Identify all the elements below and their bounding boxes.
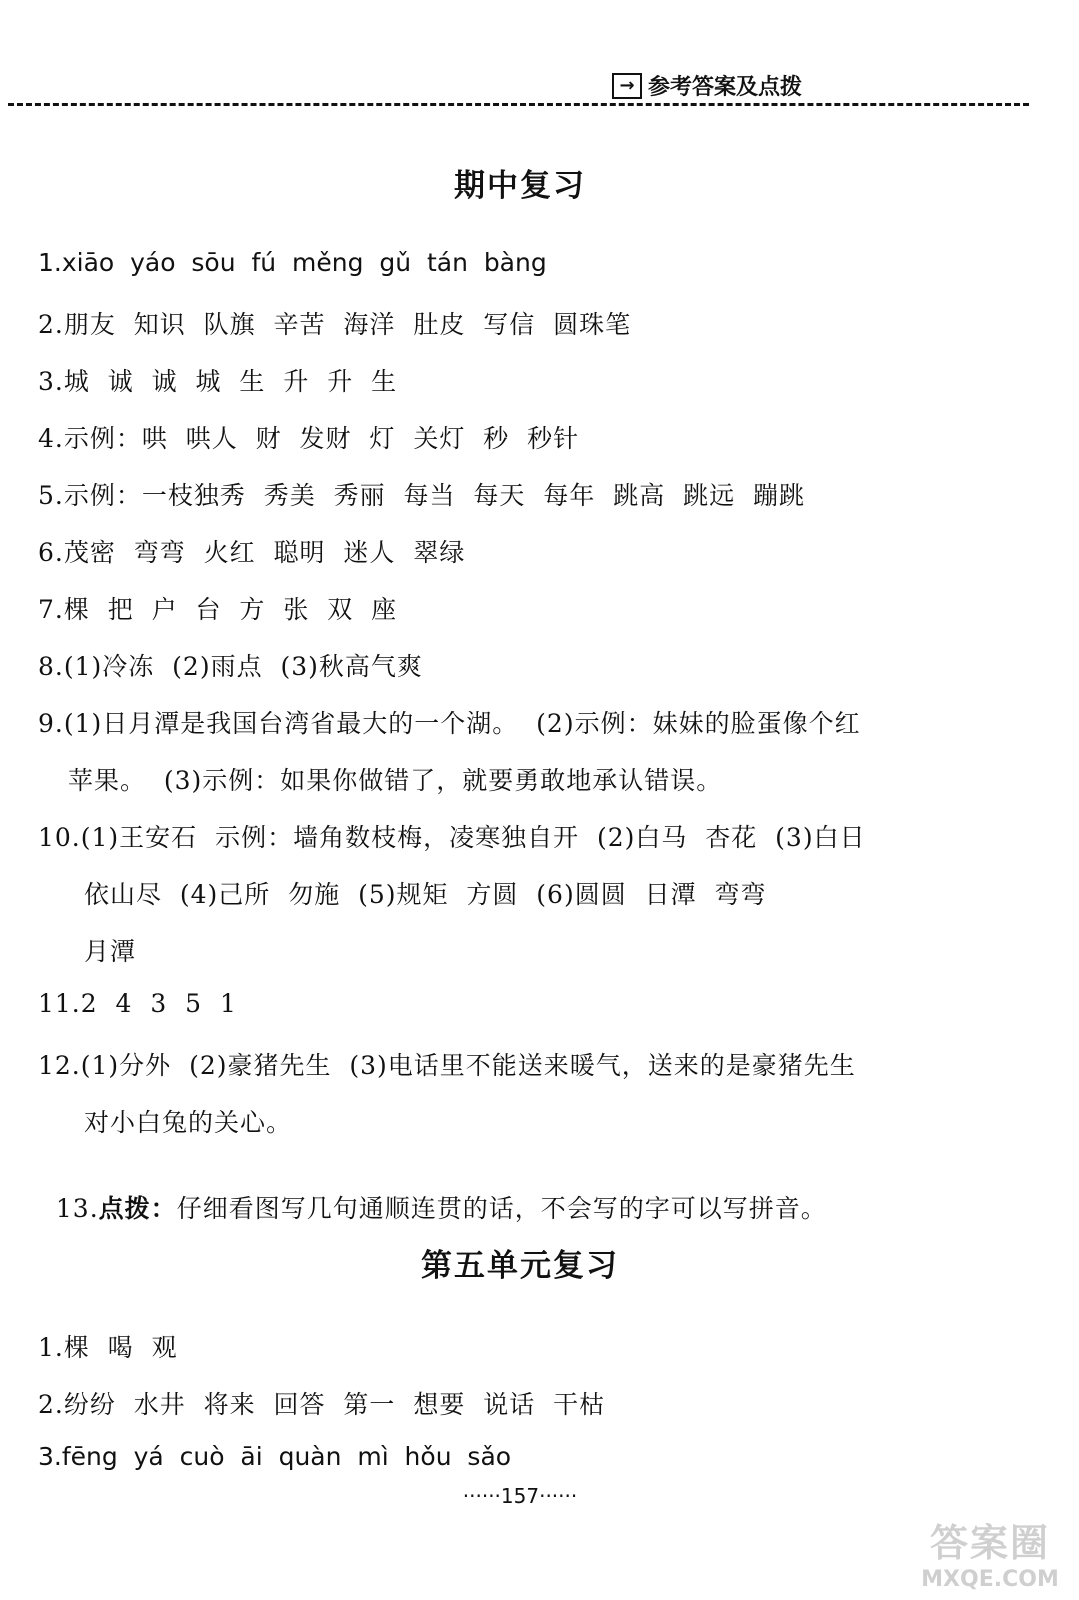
- answer-line: 1.xiāo yáo sōu fú měng gǔ tán bàng: [38, 248, 547, 277]
- answer-line: 8.(1)冷冻 (2)雨点 (3)秋高气爽: [38, 652, 423, 681]
- answer-line: 3.fēng yá cuò āi quàn mì hǒu sǎo: [38, 1442, 512, 1471]
- watermark-bottom: MXQE.COM: [921, 1567, 1059, 1592]
- answer-line: 12.(1)分外 (2)豪猪先生 (3)电话里不能送来暖气，送来的是豪猪先生: [38, 1051, 856, 1080]
- watermark-logo: [915, 1512, 1065, 1592]
- answer-line: 2.朋友 知识 队旗 辛苦 海洋 肚皮 写信 圆珠笔: [38, 310, 632, 339]
- header-tag-label: 参考答案及点拨: [648, 75, 803, 100]
- hint-label: 点拨：: [98, 1194, 177, 1223]
- answer-line: 4.示例：哄 哄人 财 发财 灯 关灯 秒 秒针: [38, 424, 580, 453]
- answer-line: 1.棵 喝 观: [38, 1333, 178, 1362]
- page-number: ······157······: [462, 1484, 578, 1508]
- hint-text: 仔细看图写几句通顺连贯的话，不会写的字可以写拼音。: [176, 1194, 827, 1223]
- answer-line: 3.城 诚 诚 城 生 升 升 生: [38, 367, 398, 396]
- arrow-right-icon: →: [612, 73, 642, 99]
- answer-line-continued: 依山尽 (4)己所 勿施 (5)规矩 方圆 (6)圆圆 日潭 弯弯: [84, 880, 767, 909]
- answer-line-continued: 月潭: [84, 937, 137, 966]
- hint-line: [38, 1160, 827, 1225]
- answer-line: 6.茂密 弯弯 火红 聪明 迷人 翠绿: [38, 538, 466, 567]
- answer-line-continued: 苹果。 (3)示例：如果你做错了，就要勇敢地承认错误。: [68, 766, 723, 795]
- section-title-midterm: 期中复习: [454, 168, 586, 204]
- watermark-top: 答案圈: [929, 1521, 1050, 1565]
- answer-line: 11.2 4 3 5 1: [38, 989, 237, 1018]
- answer-line: 2.纷纷 水井 将来 回答 第一 想要 说话 干枯: [38, 1390, 606, 1419]
- answer-line: 10.(1)王安石 示例：墙角数枝梅，凌寒独自开 (2)白马 杏花 (3)白日: [38, 823, 866, 852]
- answer-line: 7.棵 把 户 台 方 张 双 座: [38, 595, 398, 624]
- answer-line: 9.(1)日月潭是我国台湾省最大的一个湖。 (2)示例：妹妹的脸蛋像个红: [38, 709, 861, 738]
- header-divider: [8, 103, 1029, 106]
- answer-key-header: [612, 70, 802, 101]
- answer-line: 5.示例：一枝独秀 秀美 秀丽 每当 每天 每年 跳高 跳远 蹦跳: [38, 481, 806, 510]
- answer-line-continued: 对小白兔的关心。: [84, 1108, 293, 1137]
- hint-number: 13.: [55, 1194, 99, 1223]
- section-title-unit5: 第五单元复习: [421, 1248, 619, 1284]
